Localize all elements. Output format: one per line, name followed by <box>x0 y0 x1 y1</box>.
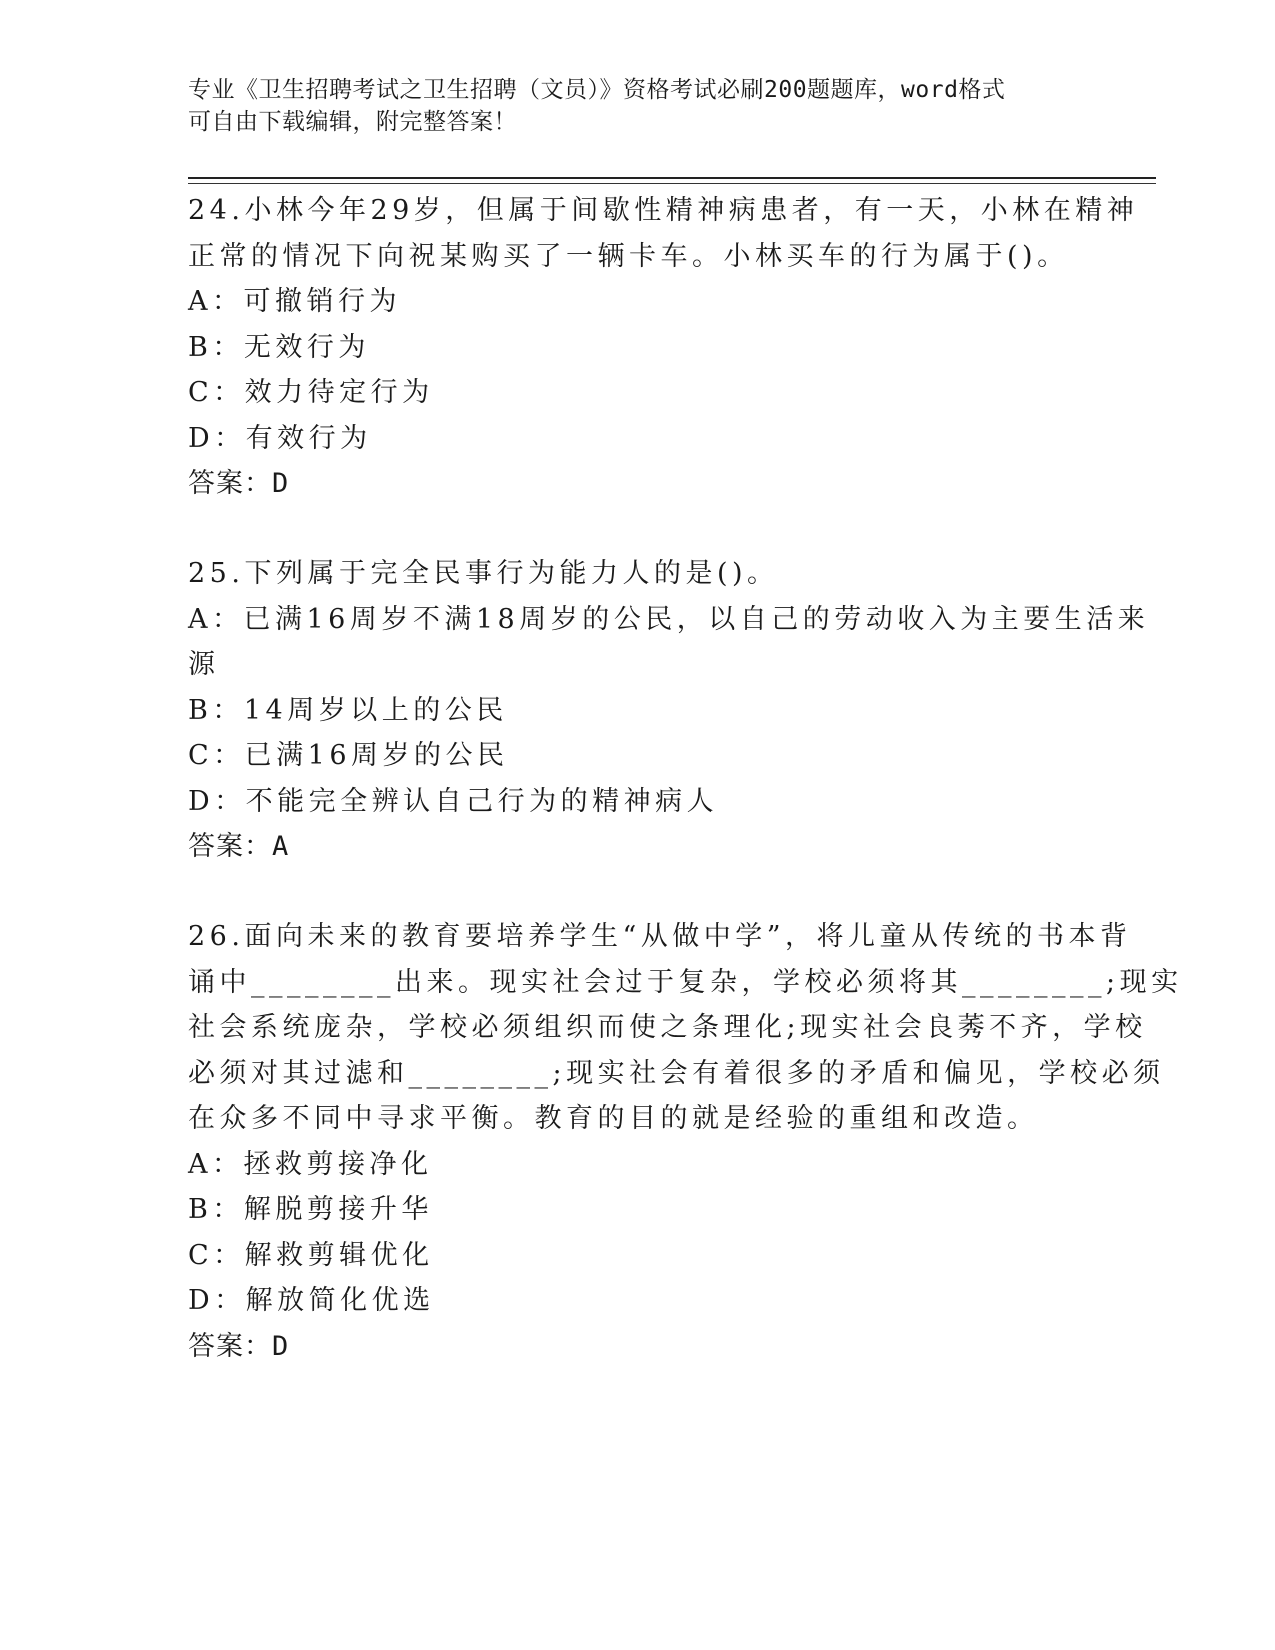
answer-label: 答案： <box>188 831 272 862</box>
question-stem-line: 24.小林今年29岁，但属于间歇性精神病患者，有一天，小林在精神 <box>188 195 1139 226</box>
header-divider-thin <box>188 183 1156 184</box>
question-spacer <box>188 507 1088 551</box>
option-a-continuation: 源 <box>188 649 220 680</box>
answer-value: D <box>272 468 290 499</box>
question-26 <box>188 914 1183 1370</box>
option-c: C：效力待定行为 <box>188 377 434 408</box>
question-25 <box>188 551 1150 870</box>
option-a: A：可撤销行为 <box>188 286 401 317</box>
option-b: B：解脱剪接升华 <box>188 1194 433 1225</box>
answer-line <box>188 824 1088 870</box>
header-line-2: 可自由下载编辑，附完整答案！ <box>188 109 517 135</box>
answer-label: 答案： <box>188 468 272 499</box>
question-stem-line: 诵中________出来。现实社会过于复杂，学校必须将其________;现实 <box>188 966 1183 998</box>
answer-line <box>188 1324 1088 1370</box>
question-stem-line: 社会系统庞杂，学校必须组织而使之条理化;现实社会良莠不齐，学校 <box>188 1012 1147 1043</box>
question-list <box>188 188 1183 1370</box>
option-c: C：解救剪辑优化 <box>188 1239 434 1271</box>
option-d: D：有效行为 <box>188 422 372 454</box>
document-header <box>188 74 1068 138</box>
question-stem-line: 25.下列属于完全民事行为能力人的是()。 <box>188 558 779 589</box>
answer-label: 答案： <box>188 1330 272 1362</box>
option-d: D：不能完全辨认自己行为的精神病人 <box>188 785 719 817</box>
option-a: A：拯救剪接净化 <box>188 1148 433 1180</box>
question-spacer <box>188 870 1088 914</box>
question-stem-line: 必须对其过滤和________;现实社会有着很多的矛盾和偏见，学校必须 <box>188 1057 1165 1089</box>
question-stem-line: 正常的情况下向祝某购买了一辆卡车。小林买车的行为属于()。 <box>188 240 1069 272</box>
answer-line <box>188 461 1088 507</box>
header-divider-thick <box>188 177 1156 179</box>
question-24 <box>188 188 1139 507</box>
option-b: B：14周岁以上的公民 <box>188 694 508 726</box>
option-a: A：已满16周岁不满18周岁的公民，以自己的劳动收入为主要生活来 <box>188 603 1150 635</box>
question-stem-line: 26.面向未来的教育要培养学生“从做中学”，将儿童从传统的书本背 <box>188 921 1132 952</box>
answer-value: A <box>272 831 290 862</box>
option-d: D：解放简化优选 <box>188 1285 435 1316</box>
question-stem-line: 在众多不同中寻求平衡。教育的目的就是经验的重组和改造。 <box>188 1103 1039 1134</box>
answer-value: D <box>272 1330 290 1362</box>
option-c: C：已满16周岁的公民 <box>188 740 509 771</box>
header-line-1: 专业《卫生招聘考试之卫生招聘（文员）》资格考试必刷200题题库，word格式 <box>188 77 1006 103</box>
option-b: B：无效行为 <box>188 331 370 363</box>
